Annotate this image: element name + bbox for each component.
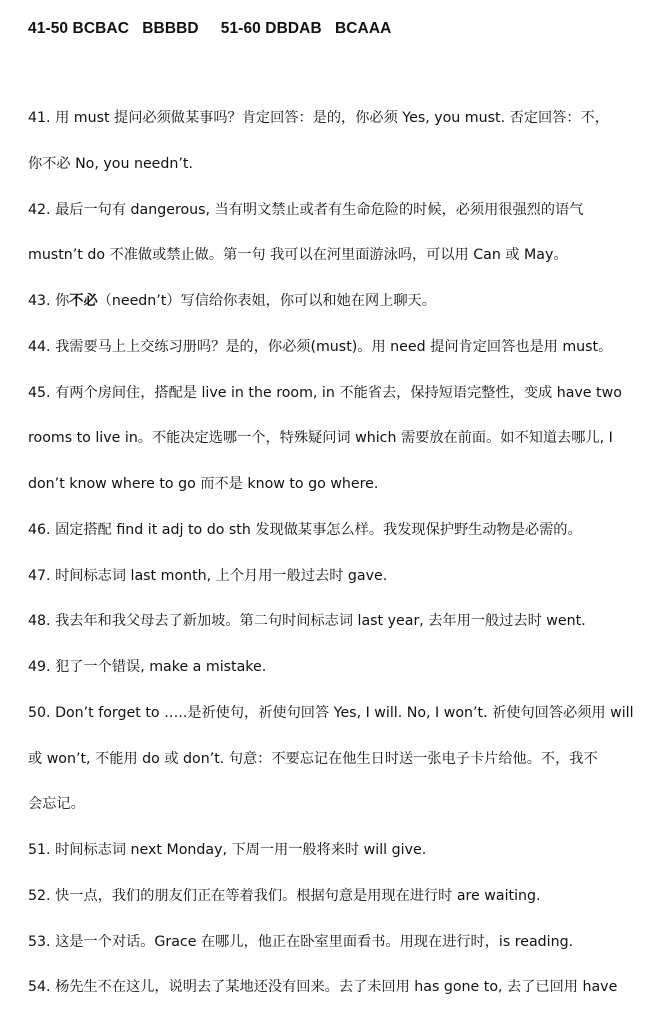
explanation-line: 41. 用 must 提问必须做某事吗？肯定回答：是的，你必须 Yes, you must. 否定回答：不， xyxy=(28,110,609,126)
explanation-line: 会忘记。 xyxy=(28,796,85,812)
answer-key-heading: 41-50 BCBAC BBBBD 51-60 DBDAB BCAAA xyxy=(28,20,392,37)
explanation-line: 46. 固定搭配 find it adj to do sth 发现做某事怎么样。我发现保护野生动物是必需的。 xyxy=(28,522,582,538)
explanation-line: 44. 我需要马上上交练习册吗？是的，你必须(must)。用 need 提问肯定回答也是用 must。 xyxy=(28,339,613,355)
explanation-line: 45. 有两个房间住，搭配是 live in the room, in 不能省去，保持短语完整性，变成 have two xyxy=(28,385,622,401)
explanation-line: 42. 最后一句有 dangerous, 当有明文禁止或者有生命危险的时候，必须用很强烈的语气 xyxy=(28,202,584,218)
explanation-line-43 xyxy=(28,291,643,311)
explanation-line: 53. 这是一个对话。Grace 在哪儿，他正在卧室里面看书。用现在进行时，is reading. xyxy=(28,934,574,950)
explanation-line: 47. 时间标志词 last month, 上个月用一般过去时 gave. xyxy=(28,568,388,584)
explanation-line: 54. 杨先生不在这儿，说明去了某地还没有回来。去了未回用 has gone to, 去了已回用 have xyxy=(28,979,618,995)
explanation-text: 43. 你 xyxy=(28,293,70,309)
emphasized-text: 不必 xyxy=(69,293,98,309)
explanation-text: （needn’t）写信给你表姐，你可以和她在网上聊天。 xyxy=(97,293,436,309)
explanation-line: rooms to live in。不能决定选哪一个，特殊疑问词 which 需要放在前面。如不知道去哪儿, I xyxy=(28,430,613,446)
explanation-line: 49. 犯了一个错误, make a mistake. xyxy=(28,659,267,675)
explanation-line: 51. 时间标志词 next Monday, 下周一用一般将来时 will give. xyxy=(28,842,427,858)
explanation-line: 50. Don’t forget to …..是祈使句，祈使句回答 Yes, I will. No, I won’t. 祈使句回答必须用 will xyxy=(28,705,634,721)
explanation-line: 你不必 No, you needn’t. xyxy=(28,156,193,172)
explanation-line: 48. 我去年和我父母去了新加坡。第二句时间标志词 last year, 去年用一般过去时 went. xyxy=(28,613,586,629)
explanation-line: mustn’t do 不准做或禁止做。第一句 我可以在河里面游泳吗，可以用 Can 或 May。 xyxy=(28,247,568,263)
explanation-line: 或 won’t, 不能用 do 或 don’t. 句意：不要忘记在他生日时送一张电子卡片给他。不，我不 xyxy=(28,751,598,767)
explanation-line: don’t know where to go 而不是 know to go where. xyxy=(28,476,379,492)
explanation-line: 52. 快一点，我们的朋友们正在等着我们。根据句意是用现在进行时 are waiting. xyxy=(28,888,541,904)
